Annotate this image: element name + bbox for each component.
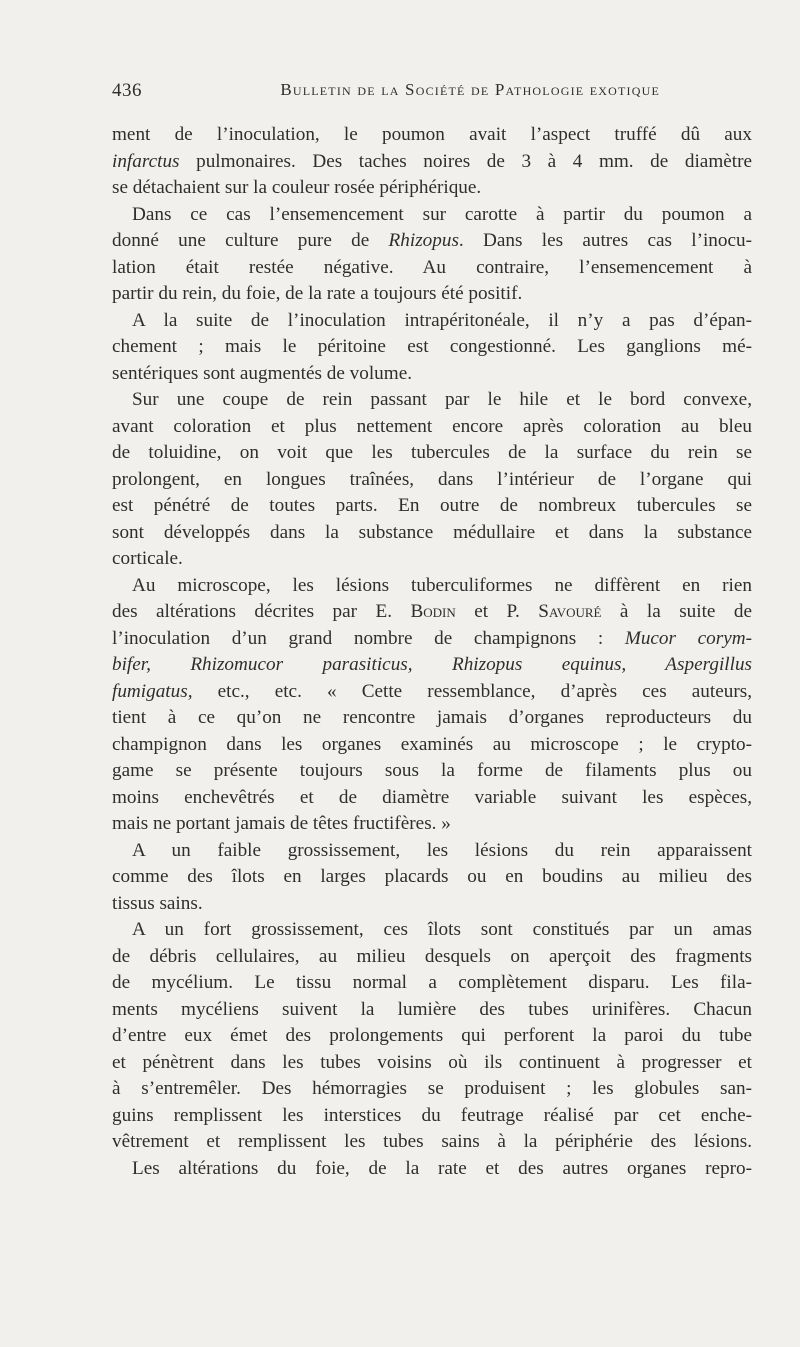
text-line: Dans ce cas l’ensemencement sur carotte à partir du poumon a <box>132 203 752 225</box>
text-line: d’entre eux émet des prolongements qui perforent la paroi du tube <box>112 1025 752 1046</box>
text-line: des altérations décrites par E. Bodin et P. Savouré à la suite de <box>112 601 752 622</box>
text-line: fumigatus, etc., etc. « Cette ressemblance, d’après ces auteurs, <box>112 680 752 702</box>
text-line: Les altérations du foie, de la rate et des autres organes repro- <box>132 1157 752 1179</box>
text-line: bifer, Rhizomucor parasiticus, Rhizopus equinus, Aspergillus <box>112 654 752 675</box>
text-line: tient à ce qu’on ne rencontre jamais d’organes reproducteurs du <box>112 707 752 728</box>
text-line: game se présente toujours sous la forme de filaments plus ou <box>112 760 752 781</box>
text-line: Au microscope, les lésions tuberculiformes ne diffèrent en rien <box>132 574 752 596</box>
text-line: se détachaient sur la couleur rosée périphérique. <box>112 177 482 198</box>
text-line: A la suite de l’inoculation intrapéritonéale, il n’y a pas d’épan- <box>132 309 752 331</box>
text-line: donné une culture pure de Rhizopus. Dans les autres cas l’inocu- <box>112 230 752 251</box>
text-line: chement ; mais le péritoine est congestionné. Les ganglions mé- <box>112 336 752 357</box>
text-line: sentériques sont augmentés de volume. <box>112 362 413 384</box>
text-line: comme des îlots en larges placards ou en boudins au milieu des <box>112 866 752 887</box>
text-line: guins remplissent les interstices du feutrage réalisé par cet enche- <box>112 1104 752 1126</box>
text-line: de toluidine, on voit que les tubercules de la surface du rein se <box>112 442 752 463</box>
text-line: ment de l’inoculation, le poumon avait l’aspect truffé dû aux <box>112 124 752 145</box>
text-line: partir du rein, du foie, de la rate a toujours été positif. <box>112 283 523 304</box>
text-line: moins enchevêtrés et de diamètre variable suivant les espèces, <box>112 786 752 808</box>
page-header <box>112 80 660 110</box>
text-line: Sur une coupe de rein passant par le hile et le bord convexe, <box>132 389 752 410</box>
page-number: 436 <box>112 80 142 101</box>
text-line: vêtrement et remplissent les tubes sains à la périphérie des lésions. <box>112 1131 752 1152</box>
text-line: l’inoculation d’un grand nombre de champignons : Mucor corym- <box>112 627 752 649</box>
text-line: tissus sains. <box>112 892 203 914</box>
text-line: à s’entremêler. Des hémorragies se produisent ; les globules san- <box>112 1078 752 1099</box>
text-line: avant coloration et plus nettement encore après coloration au bleu <box>112 415 752 437</box>
text-line: lation était restée négative. Au contraire, l’ensemencement à <box>112 256 752 278</box>
text-line: et pénètrent dans les tubes voisins où ils continuent à progresser et <box>112 1051 752 1073</box>
text-line: A un fort grossissement, ces îlots sont constitués par un amas <box>132 919 752 940</box>
text-line: prolongent, en longues traînées, dans l’intérieur de l’organe qui <box>112 468 752 490</box>
text-line: sont développés dans la substance médullaire et dans la substance <box>112 521 752 543</box>
text-line: mais ne portant jamais de têtes fructifères. » <box>112 813 451 834</box>
text-line: champignon dans les organes examinés au microscope ; le crypto- <box>112 733 752 755</box>
running-head: Bulletin de la Société de Pathologie exotique <box>280 80 660 99</box>
text-line: ments mycéliens suivent la lumière des tubes urinifères. Chacun <box>112 998 752 1020</box>
body-text <box>112 122 752 1182</box>
text-line: infarctus pulmonaires. Des taches noires de 3 à 4 mm. de diamètre <box>112 150 752 172</box>
text-line: de mycélium. Le tissu normal a complètement disparu. Les fila- <box>112 972 752 993</box>
text-line: est pénétré de toutes parts. En outre de nombreux tubercules se <box>112 495 752 516</box>
text-line: de débris cellulaires, au milieu desquels on aperçoit des fragments <box>112 945 752 967</box>
text-line: A un faible grossissement, les lésions du rein apparaissent <box>132 839 752 861</box>
text-line: corticale. <box>112 548 183 569</box>
